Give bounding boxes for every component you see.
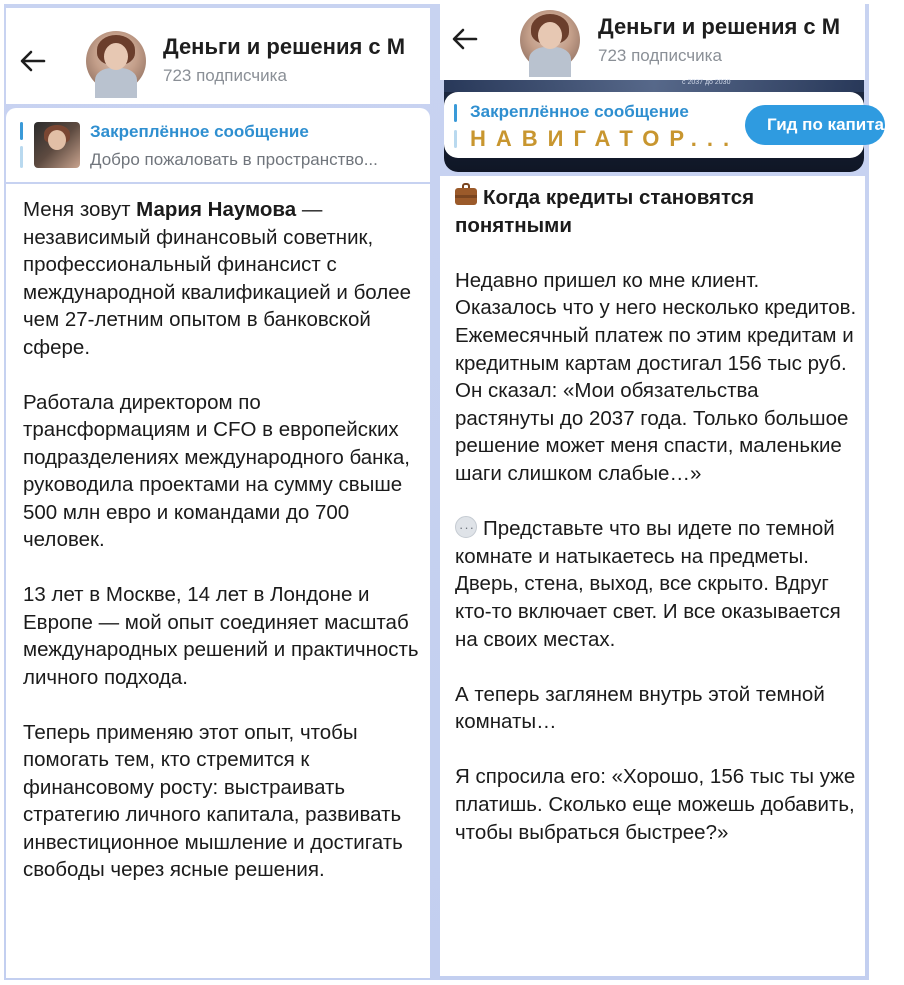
back-arrow-icon bbox=[20, 50, 46, 72]
right-channel-screen bbox=[440, 4, 904, 976]
message-post bbox=[440, 176, 865, 976]
message-body bbox=[455, 184, 860, 874]
post-paragraph: 13 лет в Москве, 14 лет в Лондоне и Европе — мой опыт соединяет масштаб международных решений и практичность личного подхода. bbox=[23, 583, 419, 689]
speech-bubble-icon bbox=[455, 516, 477, 538]
pin-indicator bbox=[454, 104, 457, 122]
frame-border bbox=[0, 0, 4, 985]
back-button[interactable] bbox=[16, 44, 50, 78]
post-paragraph: Недавно пришел ко мне клиент. Оказалось что у него несколько кредитов. Ежемесячный платеж по этим кредитам и кредитным картам достигал 156 тыс руб. Он сказал: «Мои обязательства растянуты до 2037 года. Только большое решение может меня спасти, маленькие шаги слишком слабые…» bbox=[455, 268, 857, 485]
channel-avatar[interactable] bbox=[520, 10, 580, 70]
channel-header bbox=[6, 8, 430, 104]
post-paragraph: Теперь применяю этот опыт, чтобы помогать тем, кто стремится к финансовому росту: выстраивать стратегию личного капитала, развивать инвестиционное мышление и достигать свободы через ясные решения. bbox=[23, 720, 403, 881]
pinned-thumbnail bbox=[34, 122, 80, 168]
pinned-label: Закреплённое сообщение bbox=[90, 122, 309, 141]
post-paragraph: ···Представьте что вы идете по темной комнате и натыкаетесь на предметы. Дверь, стена, выход, все скрыто. Вдруг кто-то включает свет. И все оказывается на своих местах. bbox=[455, 515, 860, 653]
back-button[interactable] bbox=[448, 22, 482, 56]
post-headline: Когда кредиты становятся понятными bbox=[455, 186, 755, 237]
channel-header bbox=[440, 4, 865, 80]
subscriber-count: 723 подписчика bbox=[598, 46, 722, 65]
frame-border bbox=[869, 0, 873, 985]
back-arrow-icon bbox=[452, 28, 478, 50]
guide-button[interactable]: Гид по капиталу bbox=[745, 105, 885, 145]
frame-border bbox=[0, 980, 873, 985]
post-paragraph: Меня зовут Мария Наумова — независимый финансовый советник, профессиональный финансист с международной квалификацией и более чем 27-летним опытом в банковской сфере. bbox=[23, 198, 412, 359]
message-post bbox=[6, 184, 430, 978]
post-paragraph: Работала директором по трансформациям и CFO в европейских подразделениях международного банка, руководила проектами на сумму свыше 500 млн евро и командами до 700 человек. bbox=[23, 390, 410, 551]
pinned-banner-image: с 2037 до 2030 bbox=[444, 80, 864, 172]
left-channel-screen bbox=[6, 8, 430, 978]
pinned-preview: НАВИГАТОР... bbox=[470, 126, 740, 151]
pin-indicator bbox=[454, 130, 457, 148]
pinned-preview: Добро пожаловать в пространство... bbox=[90, 150, 378, 169]
briefcase-icon bbox=[455, 188, 477, 205]
channel-title[interactable]: Деньги и решения с М bbox=[163, 34, 406, 59]
pin-indicator bbox=[20, 122, 23, 140]
channel-title[interactable]: Деньги и решения с М bbox=[598, 14, 841, 39]
author-name: Мария Наумова bbox=[136, 198, 297, 221]
subscriber-count: 723 подписчика bbox=[163, 66, 287, 85]
post-paragraph: А теперь заглянем внутрь этой темной комнаты… bbox=[455, 682, 825, 734]
pinned-label: Закреплённое сообщение bbox=[470, 102, 689, 121]
message-body bbox=[23, 196, 423, 911]
pin-indicator bbox=[20, 146, 23, 168]
post-paragraph: Я спросила его: «Хорошо, 156 тыс ты уже платишь. Сколько еще можешь добавить, чтобы выбраться быстрее?» bbox=[455, 765, 856, 844]
channel-avatar[interactable] bbox=[86, 31, 146, 91]
